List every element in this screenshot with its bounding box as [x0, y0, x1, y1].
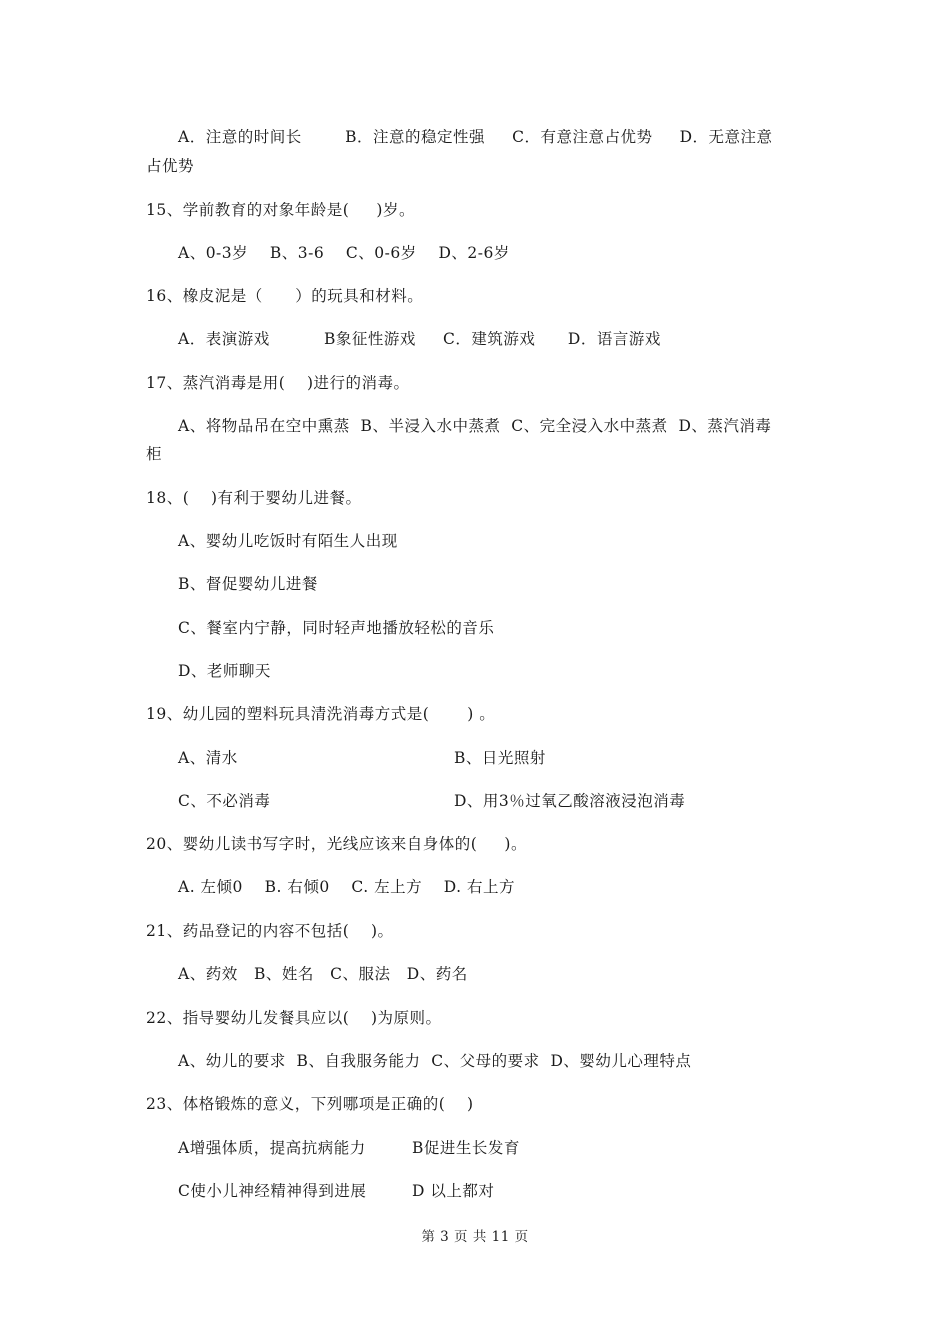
q19-option-d: D、用3％过氧乙酸溶液浸泡消毒 — [454, 792, 686, 810]
q19-option-b: B、日光照射 — [454, 749, 546, 767]
q23-option-b: B促进生长发育 — [412, 1139, 520, 1157]
q18-option-b: B、督促婴幼儿进餐 — [178, 575, 318, 593]
q21-options: A、药效 B、姓名 C、服法 D、药名 — [178, 965, 468, 983]
q19-stem: 19、幼儿园的塑料玩具清洗消毒方式是( ) 。 — [146, 705, 496, 723]
q20-options: A. 左倾0 B. 右倾0 C. 左上方 D. 右上方 — [178, 878, 516, 896]
q18-option-c: C、餐室内宁静，同时轻声地播放轻松的音乐 — [178, 619, 495, 637]
q18-option-d: D、老师聊天 — [178, 662, 271, 680]
q17-options: A、将物品吊在空中熏蒸 B、半浸入水中蒸煮 C、完全浸入水中蒸煮 D、蒸汽消毒 — [178, 417, 772, 435]
page-footer: 第 3 页 共 11 页 — [421, 1229, 529, 1245]
q18-stem: 18、( )有利于婴幼儿进餐。 — [146, 489, 362, 507]
q14-options: A．注意的时间长 B．注意的稳定性强 C．有意注意占优势 D．无意注意 — [178, 128, 773, 146]
q16-stem: 16、橡皮泥是（ ）的玩具和材料。 — [146, 287, 424, 305]
q21-stem: 21、药品登记的内容不包括( )。 — [146, 922, 394, 940]
q15-options: A、0-3岁 B、3-6 C、0-6岁 D、2-6岁 — [178, 244, 510, 262]
q18-option-a: A、婴幼儿吃饭时有陌生人出现 — [178, 532, 398, 550]
q17-stem: 17、蒸汽消毒是用( )进行的消毒。 — [146, 374, 410, 392]
q19-option-c: C、不必消毒 — [178, 792, 271, 810]
q23-option-a: A增强体质，提高抗病能力 — [178, 1139, 366, 1157]
q15-stem: 15、学前教育的对象年龄是( )岁。 — [146, 201, 415, 219]
q17-options-continuation: 柜 — [146, 445, 163, 463]
q20-stem: 20、婴幼儿读书写字时，光线应该来自身体的( )。 — [146, 835, 527, 853]
q22-options: A、幼儿的要求 B、自我服务能力 C、父母的要求 D、婴幼儿心理特点 — [178, 1052, 692, 1070]
q23-stem: 23、体格锻炼的意义，下列哪项是正确的( ) — [146, 1095, 474, 1113]
q14-options-continuation: 占优势 — [146, 157, 195, 175]
q22-stem: 22、指导婴幼儿发餐具应以( )为原则。 — [146, 1009, 442, 1027]
q19-option-a: A、清水 — [178, 749, 238, 767]
q23-option-c: C使小儿神经精神得到进展 — [178, 1182, 367, 1200]
q23-option-d: D 以上都对 — [412, 1182, 495, 1200]
q16-options: A．表演游戏 B象征性游戏 C．建筑游戏 D．语言游戏 — [178, 330, 661, 348]
